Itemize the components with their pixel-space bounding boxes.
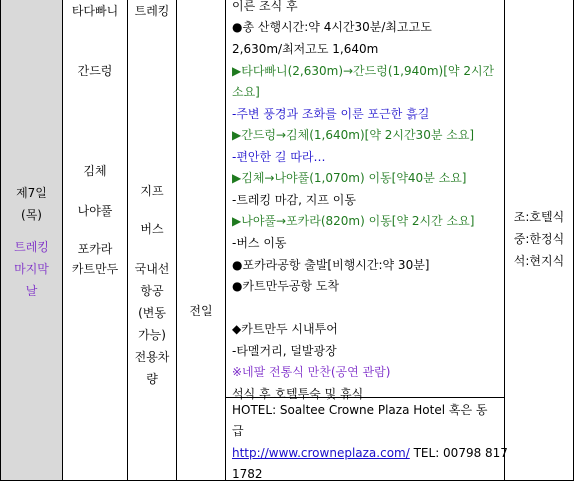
schedule-line: 석식 후 호텔투숙 및 휴식: [232, 387, 364, 401]
place-gandrung: 간드렁: [77, 64, 113, 78]
schedule-line: -주변 풍경과 조화를 이룬 포근한 흙길: [232, 107, 430, 121]
schedule-line: -타멜거리, 덜발광장: [232, 344, 337, 358]
hotel-name-cont: 급: [232, 424, 244, 438]
border-col4: [225, 0, 226, 481]
schedule-line: ◆카트만두 시내투어: [232, 322, 338, 336]
schedule-line: ▶간드렁→김체(1,640m)[약 2시간30분 소요]: [232, 128, 475, 142]
time-cell: 전일: [189, 304, 213, 318]
transport-bus: 버스: [140, 222, 164, 236]
day-weekday: (목): [21, 208, 42, 222]
day-column: [1, 182, 62, 302]
schedule-line: 이른 조식 후: [232, 0, 298, 13]
place-nayapul: 나야풀: [77, 204, 113, 218]
place-tadapani: 타다빠니: [71, 4, 119, 18]
schedule-line: ▶김체→나야풀(1,070m) 이동[약40분 소요]: [232, 171, 467, 185]
day-subtitle-1: 트레킹: [14, 240, 49, 254]
day-label: 제7일: [16, 186, 47, 200]
meal-dinner: 석:현지식: [513, 254, 565, 268]
schedule-line: 소요]: [232, 85, 260, 99]
place-kathmandu: 카트만두: [71, 262, 119, 276]
day-subtitle-3: 날: [25, 284, 38, 298]
schedule-line: 2,630m/최저고도 1,640m: [232, 42, 379, 56]
hotel-contact: [232, 443, 508, 465]
place-kimche: 김체: [83, 164, 107, 178]
schedule-line: ※네팔 전통식 만찬(공연 관람): [232, 365, 391, 379]
schedule-line: ▶타다빠니(2,630m)→간드렁(1,940m)[약 2시간: [232, 64, 495, 78]
meal-lunch: 중:한정식: [513, 232, 565, 246]
hotel-tel: TEL: 00798 817: [409, 446, 508, 460]
border-col3: [176, 0, 177, 481]
schedule-line: ▶나야풀→포카라(820m) 이동[약 2시간 소요]: [232, 214, 475, 228]
hotel-name: HOTEL: Soaltee Crowne Plaza Hotel 혹은 동: [232, 403, 488, 417]
meal-breakfast: 조:호텔식: [513, 210, 565, 224]
schedule-line: ●포카라공항 출발[비행시간:약 30분]: [232, 258, 430, 272]
schedule-line: ●카트만두공항 도착: [232, 279, 340, 293]
hotel-tel-cont: 1782: [232, 467, 263, 481]
transport-jeep: 지프: [140, 184, 164, 198]
schedule-line: ●총 산행시간:약 4시간30분/최고고도: [232, 20, 432, 34]
schedule-line: -트레킹 마감, 지프 이동: [232, 193, 356, 207]
hotel-website-link[interactable]: http://www.crowneplaza.com/: [232, 446, 410, 460]
transport-flight: 국내선 항공 (변동 가능) 전용차 량: [134, 262, 170, 386]
schedule-line: -편안한 길 따라…: [232, 150, 326, 164]
border-col2: [127, 0, 128, 481]
day-subtitle-2: 마지막: [14, 262, 49, 276]
transport-trekking: 트레킹: [134, 4, 170, 18]
schedule-line: -버스 이동: [232, 236, 287, 250]
meals: [505, 206, 573, 272]
place-pokhara: 포카라: [77, 242, 113, 256]
